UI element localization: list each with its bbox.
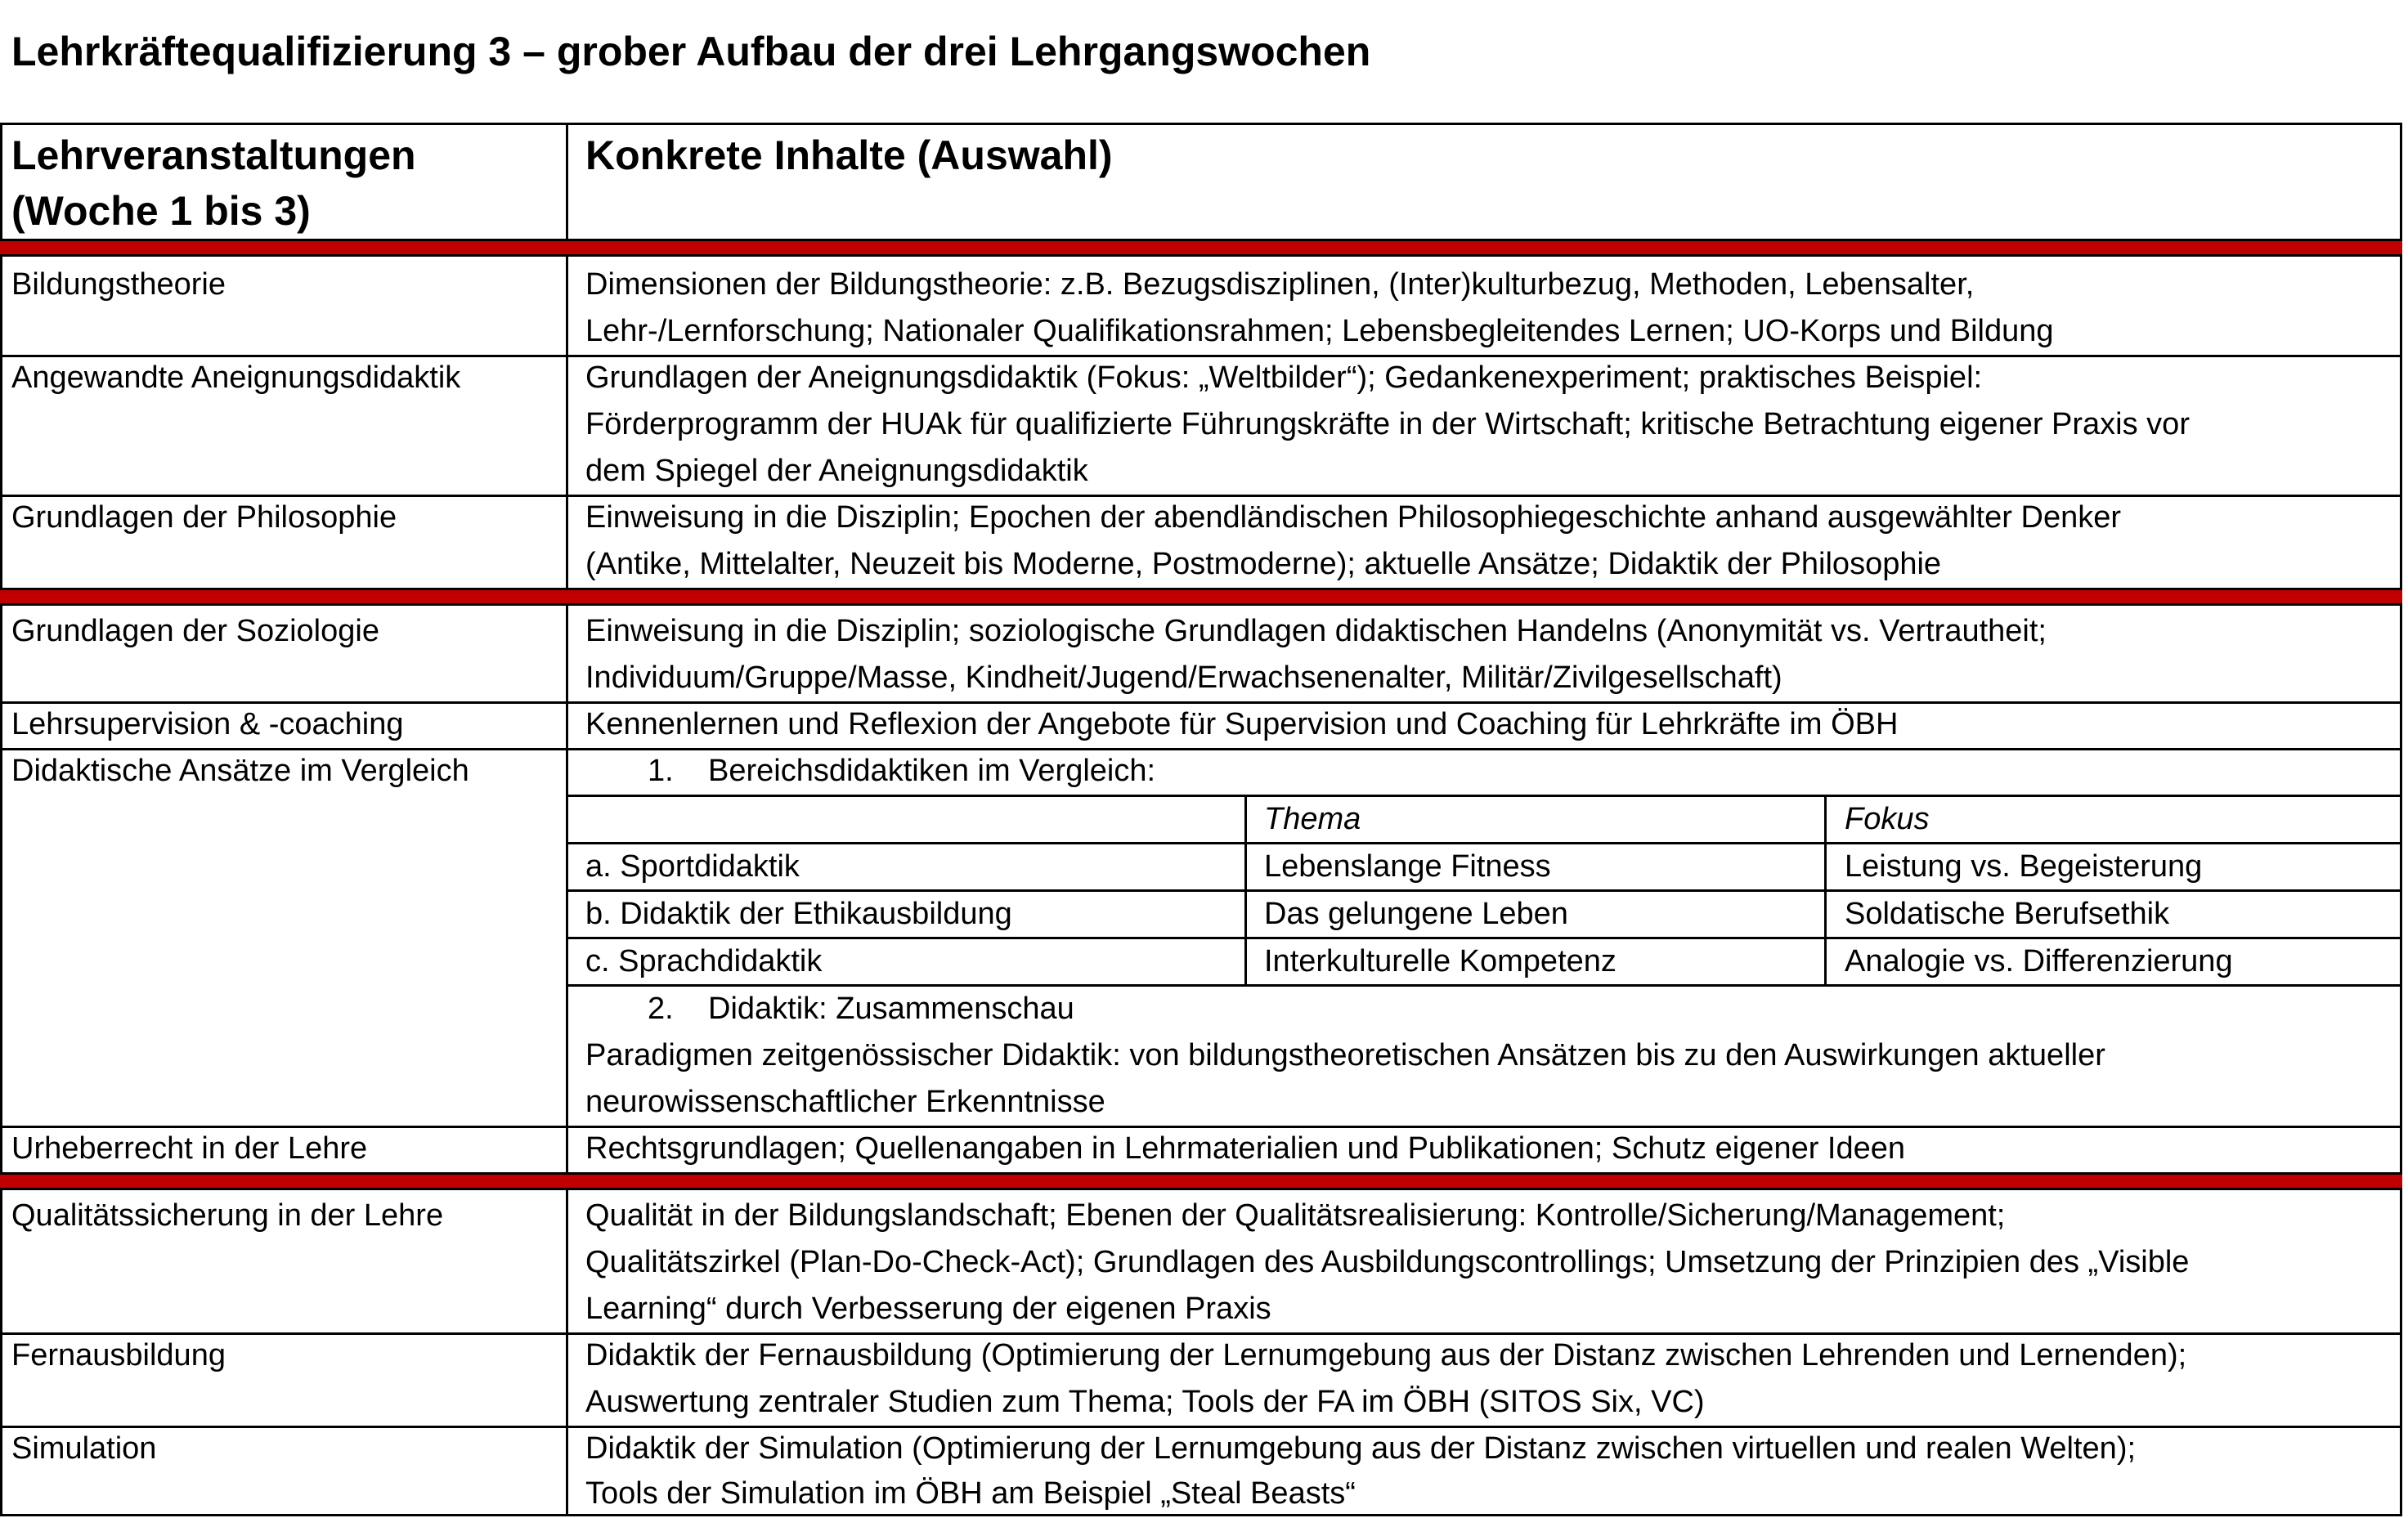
row-content-line: Individuum/Gruppe/Masse, Kindheit/Jugend/Erwachsenenalter, Militär/Zivilgesellschaft) <box>585 660 1782 695</box>
subtable-col-divider <box>1824 795 1827 987</box>
row-content-line: Qualität in der Bildungslandschaft; Ebenen der Qualitätsrealisierung: Kontrolle/Sicherung/Management; <box>585 1198 2006 1233</box>
subtable-cell: a. Sportdidaktik <box>585 849 800 884</box>
subtable-col-divider <box>1244 795 1247 987</box>
row-title-philosophie: Grundlagen der Philosophie <box>11 500 397 535</box>
list-label: Didaktik: Zusammenschau <box>708 992 1074 1026</box>
list-label: Bereichsdidaktiken im Vergleich: <box>708 754 1156 788</box>
header-col-events-line2: (Woche 1 bis 3) <box>11 188 311 234</box>
week-separator-band <box>0 1172 2402 1190</box>
subtable-cell: Analogie vs. Differenzierung <box>1845 944 2233 978</box>
table-left-border <box>0 123 2 1515</box>
list-number: 1. <box>648 754 674 788</box>
row-title-urheberrecht: Urheberrecht in der Lehre <box>11 1131 368 1166</box>
subtable-cell: Das gelungene Leben <box>1264 897 1568 931</box>
row-content-line: Förderprogramm der HUAk für qualifizierte Führungskräfte in der Wirtschaft; kritische Betrachtung eigener Praxis vor <box>585 407 2190 441</box>
row-content-line: Einweisung in die Disziplin; soziologische Grundlagen didaktischen Handelns (Anonymität vs. Vertrautheit; <box>585 614 2047 648</box>
row-content-line: Lehr-/Lernforschung; Nationaler Qualifikationsrahmen; Lebensbegleitendes Lernen; UO-Korps und Bildung <box>585 314 2054 348</box>
document-title: Lehrkräftequalifizierung 3 – grober Aufbau der drei Lehrgangswochen <box>11 29 1371 74</box>
subtable-cell: c. Sprachdidaktik <box>585 944 823 978</box>
row-content-line: Didaktik der Fernausbildung (Optimierung der Lernumgebung aus der Distanz zwischen Lehrenden und Lernenden); <box>585 1338 2187 1372</box>
row-content-line: Kennenlernen und Reflexion der Angebote für Supervision und Coaching für Lehrkräfte im ÖBH <box>585 707 1899 741</box>
row-content-line: Paradigmen zeitgenössischer Didaktik: von bildungstheoretischen Ansätzen bis zu den Auswirkungen aktueller <box>585 1038 2105 1072</box>
subtable-cell: Interkulturelle Kompetenz <box>1264 944 1617 978</box>
subtable-cell: b. Didaktik der Ethikausbildung <box>585 897 1012 931</box>
subtable-cell: Lebenslange Fitness <box>1264 849 1551 884</box>
table-top-border <box>0 123 2402 125</box>
row-content-line: Einweisung in die Disziplin; Epochen der abendländischen Philosophiegeschichte anhand ausgewählter Denker <box>585 500 2122 535</box>
table-bottom-border <box>0 1514 2402 1516</box>
row-content-line: Learning“ durch Verbesserung der eigenen Praxis <box>585 1292 1271 1326</box>
row-content-line: Tools der Simulation im ÖBH am Beispiel „Steal Beasts“ <box>585 1476 1356 1511</box>
row-content-line: (Antike, Mittelalter, Neuzeit bis Moderne, Postmoderne); aktuelle Ansätze; Didaktik der Philosophie <box>585 547 1942 581</box>
row-content-line: Grundlagen der Aneignungsdidaktik (Fokus: „Weltbilder“); Gedankenexperiment; praktisches Beispiel: <box>585 360 1983 395</box>
row-title-qualitaetssicherung: Qualitätssicherung in der Lehre <box>11 1198 444 1233</box>
subtable-header-fokus: Fokus <box>1845 802 1930 836</box>
row-content-line: Didaktik der Simulation (Optimierung der Lernumgebung aus der Distanz zwischen virtuellen und realen Welten); <box>585 1431 2137 1466</box>
row-title-bildungstheorie: Bildungstheorie <box>11 267 226 302</box>
list-number: 2. <box>648 992 674 1026</box>
row-content-line: Qualitätszirkel (Plan-Do-Check-Act); Grundlagen des Ausbildungscontrollings; Umsetzung der Prinzipien des „Visible <box>585 1245 2190 1279</box>
row-title-aneignungsdidaktik: Angewandte Aneignungsdidaktik <box>11 360 461 395</box>
row-title-soziologie: Grundlagen der Soziologie <box>11 614 379 648</box>
row-content-line: dem Spiegel der Aneignungsdidaktik <box>585 454 1088 488</box>
header-col-events-line1: Lehrveranstaltungen <box>11 132 416 178</box>
subtable-line <box>566 795 2402 797</box>
subtable-header-thema: Thema <box>1264 802 1361 836</box>
row-content-line: neurowissenschaftlicher Erkenntnisse <box>585 1085 1105 1119</box>
row-content-line: Auswertung zentraler Studien zum Thema; Tools der FA im ÖBH (SITOS Six, VC) <box>585 1385 1705 1419</box>
table-right-border <box>2400 123 2402 1515</box>
row-content-line: Dimensionen der Bildungstheorie: z.B. Bezugsdisziplinen, (Inter)kulturbezug, Methoden, Lebensalter, <box>585 267 1975 302</box>
week-separator-band <box>0 588 2402 606</box>
table-column-divider <box>566 123 568 1515</box>
week-separator-band <box>0 239 2402 257</box>
row-title-lehrsupervision: Lehrsupervision & -coaching <box>11 707 404 741</box>
row-content-line: Rechtsgrundlagen; Quellenangaben in Lehrmaterialien und Publikationen; Schutz eigener Ideen <box>585 1131 1906 1166</box>
row-title-fernausbildung: Fernausbildung <box>11 1338 226 1372</box>
subtable-cell: Soldatische Berufsethik <box>1845 897 2170 931</box>
header-col-contents: Konkrete Inhalte (Auswahl) <box>585 132 1113 178</box>
row-title-simulation: Simulation <box>11 1431 157 1466</box>
subtable-cell: Leistung vs. Begeisterung <box>1845 849 2203 884</box>
row-title-didaktische-ansaetze: Didaktische Ansätze im Vergleich <box>11 754 469 788</box>
